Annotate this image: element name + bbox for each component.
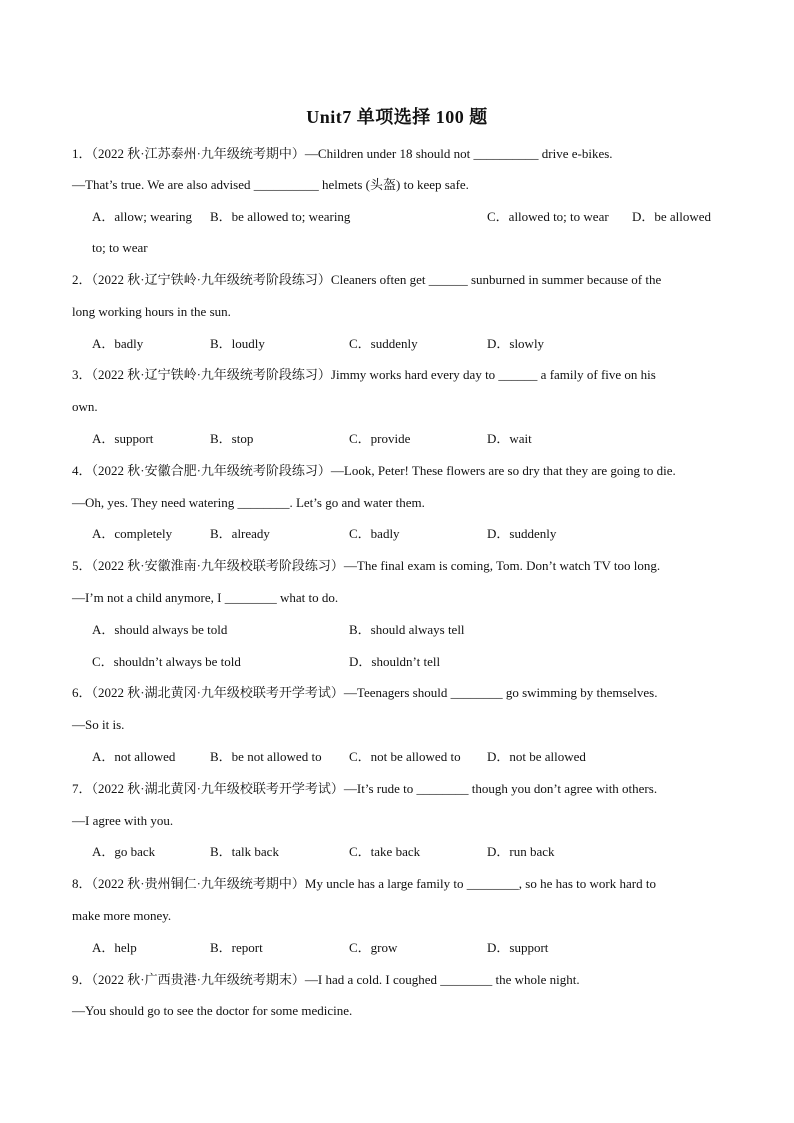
question-5-option-c: C．shouldn’t always be told — [92, 654, 241, 669]
question-1-option-d: D．be allowed — [632, 209, 712, 224]
question-6-option-d: D．not be allowed — [487, 749, 586, 764]
question-1-option-c: C．allowed to; to wear — [487, 209, 609, 224]
question-8-option-b: B．report — [210, 940, 263, 955]
question-3-option-c: C．provide — [349, 431, 411, 446]
question-9-stem: 9．（2022 秋·广西贵港·九年级统考期末）—I had a cold. I coughed ________ the whole night. — [72, 972, 580, 987]
question-1-response: —That’s true. We are also advised __________ helmets (头盔) to keep safe. — [72, 177, 469, 192]
question-3-option-d: D．wait — [487, 431, 532, 446]
question-5-option-d: D．shouldn’t tell — [349, 654, 441, 669]
question-3-option-b: B．stop — [210, 431, 254, 446]
question-8-option-c: C．grow — [349, 940, 398, 955]
question-4-response: —Oh, yes. They need watering ________. Let’s go and water them. — [72, 495, 425, 510]
question-1-option-b: B．be allowed to; wearing — [210, 209, 351, 224]
question-6-option-a: A．not allowed — [92, 749, 176, 764]
question-4-option-d: D．suddenly — [487, 526, 557, 541]
question-7-option-c: C．take back — [349, 844, 421, 859]
question-2-option-d: D．slowly — [487, 336, 545, 351]
question-2-option-b: B．loudly — [210, 336, 265, 351]
question-6-stem: 6．（2022 秋·湖北黄冈·九年级校联考开学考试）—Teenagers should ________ go swimming by themselves. — [72, 685, 658, 700]
question-6-option-c: C．not be allowed to — [349, 749, 461, 764]
question-6-response: —So it is. — [72, 717, 125, 732]
question-4-option-a: A．completely — [92, 526, 173, 541]
question-8-stem: 8．（2022 秋·贵州铜仁·九年级统考期中）My uncle has a large family to ________, so he has to work hard to — [72, 876, 656, 891]
question-7-option-b: B．talk back — [210, 844, 279, 859]
question-2-stem-continued: long working hours in the sun. — [72, 304, 231, 319]
question-5-option-b: B．should always tell — [349, 622, 465, 637]
question-4-stem: 4．（2022 秋·安徽合肥·九年级统考阶段练习）—Look, Peter! These flowers are so dry that they are going to die. — [72, 463, 676, 478]
question-4-option-b: B．already — [210, 526, 270, 541]
question-1-option-a: A．allow; wearing — [92, 209, 193, 224]
question-5-option-a: A．should always be told — [92, 622, 228, 637]
question-8-option-d: D．support — [487, 940, 549, 955]
question-7-option-d: D．run back — [487, 844, 555, 859]
question-8-stem-continued: make more money. — [72, 908, 172, 923]
question-3-stem: 3．（2022 秋·辽宁铁岭·九年级统考阶段练习）Jimmy works hard every day to ______ a family of five on his — [72, 367, 656, 382]
question-4-option-c: C．badly — [349, 526, 400, 541]
question-8-option-a: A．help — [92, 940, 137, 955]
question-7-stem: 7．（2022 秋·湖北黄冈·九年级校联考开学考试）—It’s rude to ________ though you don’t agree with others. — [72, 781, 658, 796]
question-1-stem: 1．（2022 秋·江苏泰州·九年级统考期中）—Children under 18 should not __________ drive e-bikes. — [72, 146, 613, 161]
question-2-option-c: C．suddenly — [349, 336, 418, 351]
question-5-stem: 5．（2022 秋·安徽淮南·九年级校联考阶段练习）—The final exam is coming, Tom. Don’t watch TV too long. — [72, 558, 661, 573]
question-1-option-d-continuation: to; to wear — [92, 240, 148, 255]
question-3-option-a: A．support — [92, 431, 154, 446]
question-9-response: —You should go to see the doctor for some medicine. — [72, 1003, 353, 1018]
question-3-stem-continued: own. — [72, 399, 98, 414]
question-2-stem: 2．（2022 秋·辽宁铁岭·九年级统考阶段练习）Cleaners often get ______ sunburned in summer because of the — [72, 272, 662, 287]
question-2-option-a: A．badly — [92, 336, 144, 351]
question-5-response: —I’m not a child anymore, I ________ what to do. — [72, 590, 339, 605]
question-7-response: —I agree with you. — [72, 813, 174, 828]
question-6-option-b: B．be not allowed to — [210, 749, 322, 764]
question-7-option-a: A．go back — [92, 844, 156, 859]
page-title: Unit7 单项选择 100 题 — [306, 107, 488, 127]
